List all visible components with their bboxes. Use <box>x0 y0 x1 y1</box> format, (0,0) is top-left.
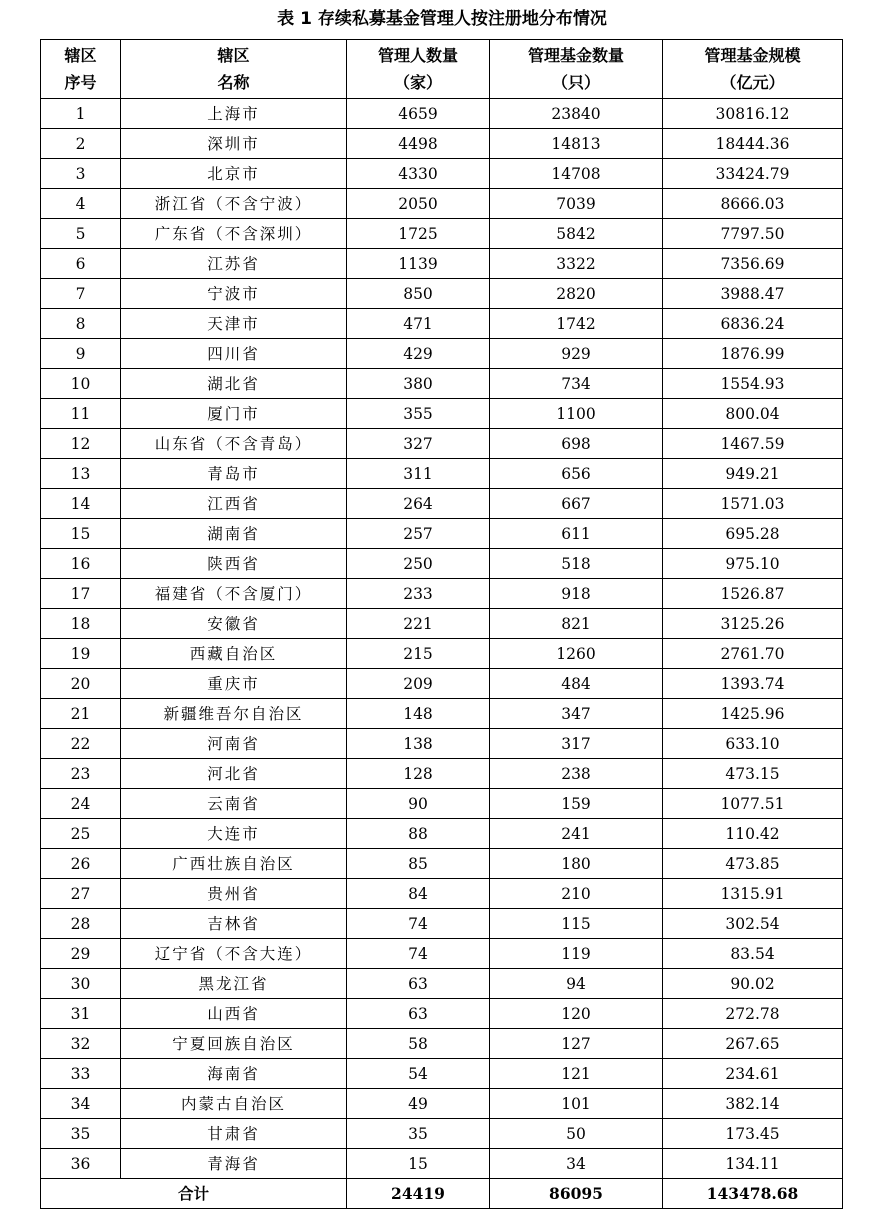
district-name-cell: 四川省 <box>121 339 347 369</box>
district-name-cell: 深圳市 <box>121 129 347 159</box>
district-number-cell: 32 <box>41 1029 121 1059</box>
fund-scale-cell: 110.42 <box>663 819 843 849</box>
district-number-cell: 10 <box>41 369 121 399</box>
table-row <box>41 1119 843 1149</box>
district-number-cell: 15 <box>41 519 121 549</box>
district-name-cell: 江苏省 <box>121 249 347 279</box>
fund-count-cell: 347 <box>490 699 663 729</box>
table-row <box>41 309 843 339</box>
fund-count-cell: 2820 <box>490 279 663 309</box>
table-row <box>41 759 843 789</box>
fund-count-cell: 918 <box>490 579 663 609</box>
fund-scale-cell: 134.11 <box>663 1149 843 1179</box>
district-name-cell: 山西省 <box>121 999 347 1029</box>
header-line: （亿元） <box>720 73 785 92</box>
table-row <box>41 729 843 759</box>
district-number-cell: 35 <box>41 1119 121 1149</box>
header-line: （家） <box>393 73 442 92</box>
header-fund-scale <box>663 40 843 99</box>
manager-count-cell: 471 <box>347 309 490 339</box>
manager-count-cell: 15 <box>347 1149 490 1179</box>
header-line: 辖区 <box>64 46 97 65</box>
district-number-cell: 3 <box>41 159 121 189</box>
district-name-cell: 宁波市 <box>121 279 347 309</box>
fund-scale-cell: 234.61 <box>663 1059 843 1089</box>
district-name-cell: 吉林省 <box>121 909 347 939</box>
distribution-table <box>40 39 843 1209</box>
manager-count-cell: 1139 <box>347 249 490 279</box>
table-row <box>41 159 843 189</box>
district-number-cell: 2 <box>41 129 121 159</box>
district-name-cell: 江西省 <box>121 489 347 519</box>
fund-scale-cell: 1876.99 <box>663 339 843 369</box>
fund-scale-cell: 382.14 <box>663 1089 843 1119</box>
table-header-row <box>41 40 843 99</box>
fund-count-cell: 1260 <box>490 639 663 669</box>
district-name-cell: 海南省 <box>121 1059 347 1089</box>
district-number-cell: 14 <box>41 489 121 519</box>
fund-scale-cell: 8666.03 <box>663 189 843 219</box>
fund-scale-cell: 6836.24 <box>663 309 843 339</box>
total-managers: 24419 <box>347 1179 490 1209</box>
district-name-cell: 大连市 <box>121 819 347 849</box>
manager-count-cell: 49 <box>347 1089 490 1119</box>
manager-count-cell: 35 <box>347 1119 490 1149</box>
district-number-cell: 27 <box>41 879 121 909</box>
fund-count-cell: 821 <box>490 609 663 639</box>
district-name-cell: 黑龙江省 <box>121 969 347 999</box>
fund-scale-cell: 90.02 <box>663 969 843 999</box>
header-line: 管理基金数量 <box>527 46 624 65</box>
district-number-cell: 26 <box>41 849 121 879</box>
manager-count-cell: 90 <box>347 789 490 819</box>
district-name-cell: 安徽省 <box>121 609 347 639</box>
district-name-cell: 贵州省 <box>121 879 347 909</box>
table-row <box>41 639 843 669</box>
manager-count-cell: 54 <box>347 1059 490 1089</box>
district-number-cell: 9 <box>41 339 121 369</box>
district-name-cell: 内蒙古自治区 <box>121 1089 347 1119</box>
district-number-cell: 17 <box>41 579 121 609</box>
district-name-cell: 北京市 <box>121 159 347 189</box>
district-number-cell: 4 <box>41 189 121 219</box>
manager-count-cell: 380 <box>347 369 490 399</box>
manager-count-cell: 215 <box>347 639 490 669</box>
fund-scale-cell: 33424.79 <box>663 159 843 189</box>
fund-count-cell: 3322 <box>490 249 663 279</box>
table-row <box>41 969 843 999</box>
fund-count-cell: 734 <box>490 369 663 399</box>
manager-count-cell: 233 <box>347 579 490 609</box>
fund-scale-cell: 695.28 <box>663 519 843 549</box>
header-district-number <box>41 40 121 99</box>
fund-count-cell: 23840 <box>490 99 663 129</box>
fund-scale-cell: 7797.50 <box>663 219 843 249</box>
total-funds: 86095 <box>490 1179 663 1209</box>
district-name-cell: 山东省（不含青岛） <box>121 429 347 459</box>
manager-count-cell: 250 <box>347 549 490 579</box>
district-number-cell: 20 <box>41 669 121 699</box>
table-row <box>41 999 843 1029</box>
total-scale: 143478.68 <box>663 1179 843 1209</box>
manager-count-cell: 221 <box>347 609 490 639</box>
district-number-cell: 8 <box>41 309 121 339</box>
fund-count-cell: 698 <box>490 429 663 459</box>
district-number-cell: 34 <box>41 1089 121 1119</box>
district-name-cell: 浙江省（不含宁波） <box>121 189 347 219</box>
manager-count-cell: 63 <box>347 999 490 1029</box>
district-name-cell: 上海市 <box>121 99 347 129</box>
district-number-cell: 23 <box>41 759 121 789</box>
fund-scale-cell: 302.54 <box>663 909 843 939</box>
fund-count-cell: 241 <box>490 819 663 849</box>
fund-count-cell: 238 <box>490 759 663 789</box>
district-name-cell: 辽宁省（不含大连） <box>121 939 347 969</box>
header-fund-count <box>490 40 663 99</box>
manager-count-cell: 257 <box>347 519 490 549</box>
fund-count-cell: 1100 <box>490 399 663 429</box>
manager-count-cell: 355 <box>347 399 490 429</box>
table-row <box>41 1149 843 1179</box>
table-row <box>41 99 843 129</box>
district-name-cell: 天津市 <box>121 309 347 339</box>
district-number-cell: 36 <box>41 1149 121 1179</box>
district-number-cell: 28 <box>41 909 121 939</box>
table-row <box>41 519 843 549</box>
manager-count-cell: 4659 <box>347 99 490 129</box>
table-row <box>41 489 843 519</box>
manager-count-cell: 84 <box>347 879 490 909</box>
header-district-name <box>121 40 347 99</box>
fund-count-cell: 127 <box>490 1029 663 1059</box>
district-number-cell: 13 <box>41 459 121 489</box>
district-number-cell: 1 <box>41 99 121 129</box>
table-title: 表 1 存续私募基金管理人按注册地分布情况 <box>277 9 607 29</box>
table-row <box>41 879 843 909</box>
district-number-cell: 33 <box>41 1059 121 1089</box>
manager-count-cell: 850 <box>347 279 490 309</box>
district-name-cell: 青岛市 <box>121 459 347 489</box>
fund-count-cell: 667 <box>490 489 663 519</box>
header-line: 序号 <box>64 73 97 92</box>
header-line: 管理基金规模 <box>704 46 801 65</box>
district-name-cell: 福建省（不含厦门） <box>121 579 347 609</box>
district-number-cell: 7 <box>41 279 121 309</box>
fund-scale-cell: 173.45 <box>663 1119 843 1149</box>
fund-count-cell: 121 <box>490 1059 663 1089</box>
district-name-cell: 西藏自治区 <box>121 639 347 669</box>
district-name-cell: 湖南省 <box>121 519 347 549</box>
fund-count-cell: 656 <box>490 459 663 489</box>
table-row <box>41 819 843 849</box>
fund-scale-cell: 800.04 <box>663 399 843 429</box>
fund-count-cell: 120 <box>490 999 663 1029</box>
table-row <box>41 1059 843 1089</box>
district-number-cell: 31 <box>41 999 121 1029</box>
fund-scale-cell: 2761.70 <box>663 639 843 669</box>
header-manager-count <box>347 40 490 99</box>
manager-count-cell: 58 <box>347 1029 490 1059</box>
manager-count-cell: 74 <box>347 939 490 969</box>
fund-count-cell: 929 <box>490 339 663 369</box>
table-row <box>41 129 843 159</box>
table-row <box>41 399 843 429</box>
district-name-cell: 新疆维吾尔自治区 <box>121 699 347 729</box>
fund-scale-cell: 1554.93 <box>663 369 843 399</box>
fund-scale-cell: 473.15 <box>663 759 843 789</box>
header-line: 管理人数量 <box>377 46 458 65</box>
fund-count-cell: 1742 <box>490 309 663 339</box>
fund-scale-cell: 1315.91 <box>663 879 843 909</box>
district-number-cell: 21 <box>41 699 121 729</box>
table-body <box>41 99 843 1179</box>
total-label: 合计 <box>41 1179 347 1209</box>
fund-scale-cell: 3125.26 <box>663 609 843 639</box>
manager-count-cell: 85 <box>347 849 490 879</box>
manager-count-cell: 128 <box>347 759 490 789</box>
table-row <box>41 1089 843 1119</box>
fund-scale-cell: 1571.03 <box>663 489 843 519</box>
manager-count-cell: 88 <box>347 819 490 849</box>
fund-scale-cell: 1467.59 <box>663 429 843 459</box>
fund-scale-cell: 949.21 <box>663 459 843 489</box>
district-name-cell: 河北省 <box>121 759 347 789</box>
fund-scale-cell: 3988.47 <box>663 279 843 309</box>
table-row <box>41 219 843 249</box>
table-row <box>41 699 843 729</box>
district-number-cell: 5 <box>41 219 121 249</box>
district-name-cell: 云南省 <box>121 789 347 819</box>
manager-count-cell: 264 <box>347 489 490 519</box>
table-row <box>41 1029 843 1059</box>
district-number-cell: 11 <box>41 399 121 429</box>
table-row <box>41 549 843 579</box>
fund-count-cell: 7039 <box>490 189 663 219</box>
district-number-cell: 12 <box>41 429 121 459</box>
district-number-cell: 18 <box>41 609 121 639</box>
district-number-cell: 16 <box>41 549 121 579</box>
manager-count-cell: 4330 <box>347 159 490 189</box>
manager-count-cell: 63 <box>347 969 490 999</box>
district-name-cell: 厦门市 <box>121 399 347 429</box>
fund-count-cell: 34 <box>490 1149 663 1179</box>
fund-count-cell: 101 <box>490 1089 663 1119</box>
table-row <box>41 669 843 699</box>
fund-count-cell: 14813 <box>490 129 663 159</box>
fund-scale-cell: 975.10 <box>663 549 843 579</box>
manager-count-cell: 327 <box>347 429 490 459</box>
manager-count-cell: 311 <box>347 459 490 489</box>
fund-count-cell: 115 <box>490 909 663 939</box>
manager-count-cell: 148 <box>347 699 490 729</box>
fund-count-cell: 5842 <box>490 219 663 249</box>
table-row <box>41 459 843 489</box>
table-row <box>41 909 843 939</box>
table-row <box>41 789 843 819</box>
district-name-cell: 青海省 <box>121 1149 347 1179</box>
table-row <box>41 609 843 639</box>
district-number-cell: 22 <box>41 729 121 759</box>
table-row <box>41 189 843 219</box>
fund-count-cell: 119 <box>490 939 663 969</box>
manager-count-cell: 138 <box>347 729 490 759</box>
fund-count-cell: 159 <box>490 789 663 819</box>
fund-scale-cell: 1077.51 <box>663 789 843 819</box>
fund-count-cell: 484 <box>490 669 663 699</box>
fund-scale-cell: 272.78 <box>663 999 843 1029</box>
fund-count-cell: 210 <box>490 879 663 909</box>
fund-count-cell: 180 <box>490 849 663 879</box>
district-name-cell: 河南省 <box>121 729 347 759</box>
fund-scale-cell: 267.65 <box>663 1029 843 1059</box>
fund-count-cell: 317 <box>490 729 663 759</box>
header-line: 名称 <box>217 73 250 92</box>
table-row <box>41 939 843 969</box>
header-line: （只） <box>551 73 600 92</box>
table-row <box>41 849 843 879</box>
fund-count-cell: 611 <box>490 519 663 549</box>
fund-scale-cell: 633.10 <box>663 729 843 759</box>
district-name-cell: 广西壮族自治区 <box>121 849 347 879</box>
district-number-cell: 6 <box>41 249 121 279</box>
fund-count-cell: 94 <box>490 969 663 999</box>
fund-scale-cell: 83.54 <box>663 939 843 969</box>
fund-scale-cell: 7356.69 <box>663 249 843 279</box>
district-number-cell: 24 <box>41 789 121 819</box>
table-row <box>41 249 843 279</box>
manager-count-cell: 4498 <box>347 129 490 159</box>
table-row <box>41 279 843 309</box>
district-number-cell: 25 <box>41 819 121 849</box>
total-row <box>41 1179 843 1209</box>
fund-scale-cell: 473.85 <box>663 849 843 879</box>
district-number-cell: 29 <box>41 939 121 969</box>
header-line: 辖区 <box>217 46 250 65</box>
table-row <box>41 429 843 459</box>
district-name-cell: 广东省（不含深圳） <box>121 219 347 249</box>
fund-count-cell: 50 <box>490 1119 663 1149</box>
fund-scale-cell: 30816.12 <box>663 99 843 129</box>
fund-scale-cell: 1425.96 <box>663 699 843 729</box>
table-row <box>41 339 843 369</box>
district-name-cell: 甘肃省 <box>121 1119 347 1149</box>
district-name-cell: 湖北省 <box>121 369 347 399</box>
table-row <box>41 369 843 399</box>
manager-count-cell: 2050 <box>347 189 490 219</box>
district-name-cell: 陕西省 <box>121 549 347 579</box>
manager-count-cell: 429 <box>347 339 490 369</box>
manager-count-cell: 209 <box>347 669 490 699</box>
table-row <box>41 579 843 609</box>
district-number-cell: 19 <box>41 639 121 669</box>
fund-count-cell: 14708 <box>490 159 663 189</box>
manager-count-cell: 74 <box>347 909 490 939</box>
fund-count-cell: 518 <box>490 549 663 579</box>
fund-scale-cell: 1526.87 <box>663 579 843 609</box>
district-number-cell: 30 <box>41 969 121 999</box>
fund-scale-cell: 1393.74 <box>663 669 843 699</box>
district-name-cell: 重庆市 <box>121 669 347 699</box>
manager-count-cell: 1725 <box>347 219 490 249</box>
fund-scale-cell: 18444.36 <box>663 129 843 159</box>
district-name-cell: 宁夏回族自治区 <box>121 1029 347 1059</box>
